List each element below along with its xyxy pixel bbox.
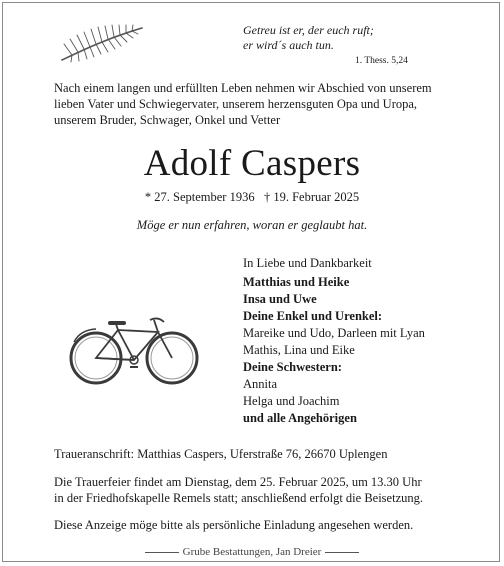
bicycle-icon (66, 312, 204, 388)
quote-line-1: Getreu ist er, der euch ruft; (243, 23, 374, 37)
mourner-line-2: Insa und Uwe (243, 292, 317, 306)
service-notice (54, 474, 474, 506)
motto: Möge er nun erfahren, woran er geglaubt hat. (136, 218, 368, 232)
invitation-notice: Diese Anzeige möge bitte als persönliche Einladung angesehen werden. (54, 518, 414, 532)
closing-line: und alle Angehörigen (243, 411, 357, 425)
mourners-list (243, 255, 425, 427)
deceased-name: Adolf Caspers (143, 143, 361, 184)
bible-quote (243, 23, 374, 53)
sibling-line-1: Annita (243, 377, 278, 391)
quote-line-2: er wird´s auch tun. (243, 38, 334, 52)
funeral-home-signature (0, 546, 504, 558)
intro-line-2: lieben Vater und Schwiegervater, unserem herzensguten Opa und Uropa, (54, 97, 418, 111)
grandchildren-line-1: Mareike und Udo, Darleen mit Lyan (243, 326, 425, 340)
signature-rule-right (325, 552, 359, 553)
intro-text (54, 80, 474, 128)
service-line-1: Die Trauerfeier findet am Dienstag, dem 25. Februar 2025, um 13.30 Uhr (54, 475, 422, 489)
signature-rule-left (145, 552, 179, 553)
mourning-address: Traueranschrift: Matthias Caspers, Uferstraße 76, 26670 Uplengen (54, 447, 388, 461)
intro-line-1: Nach einem langen und erfüllten Leben nehmen wir Abschied von unserem (54, 81, 432, 95)
life-dates: * 27. September 1936 † 19. Februar 2025 (144, 190, 360, 204)
quote-reference: 1. Thess. 5,24 (355, 56, 408, 66)
grandchildren-line-2: Mathis, Lina und Eike (243, 343, 355, 357)
service-line-2: in der Friedhofskapelle Remels statt; anschließend erfolgt die Beisetzung. (54, 491, 423, 505)
signature-text: Grube Bestattungen, Jan Dreier (182, 546, 322, 558)
grandchildren-heading: Deine Enkel und Urenkel: (243, 309, 383, 323)
sibling-line-2: Helga und Joachim (243, 394, 340, 408)
mourner-line-1: Matthias und Heike (243, 275, 350, 289)
palm-branch-icon (58, 22, 146, 64)
siblings-heading: Deine Schwestern: (243, 360, 342, 374)
mourners-intro: In Liebe und Dankbarkeit (243, 256, 372, 270)
intro-line-3: unserem Bruder, Schwager, Onkel und Vetter (54, 113, 281, 127)
